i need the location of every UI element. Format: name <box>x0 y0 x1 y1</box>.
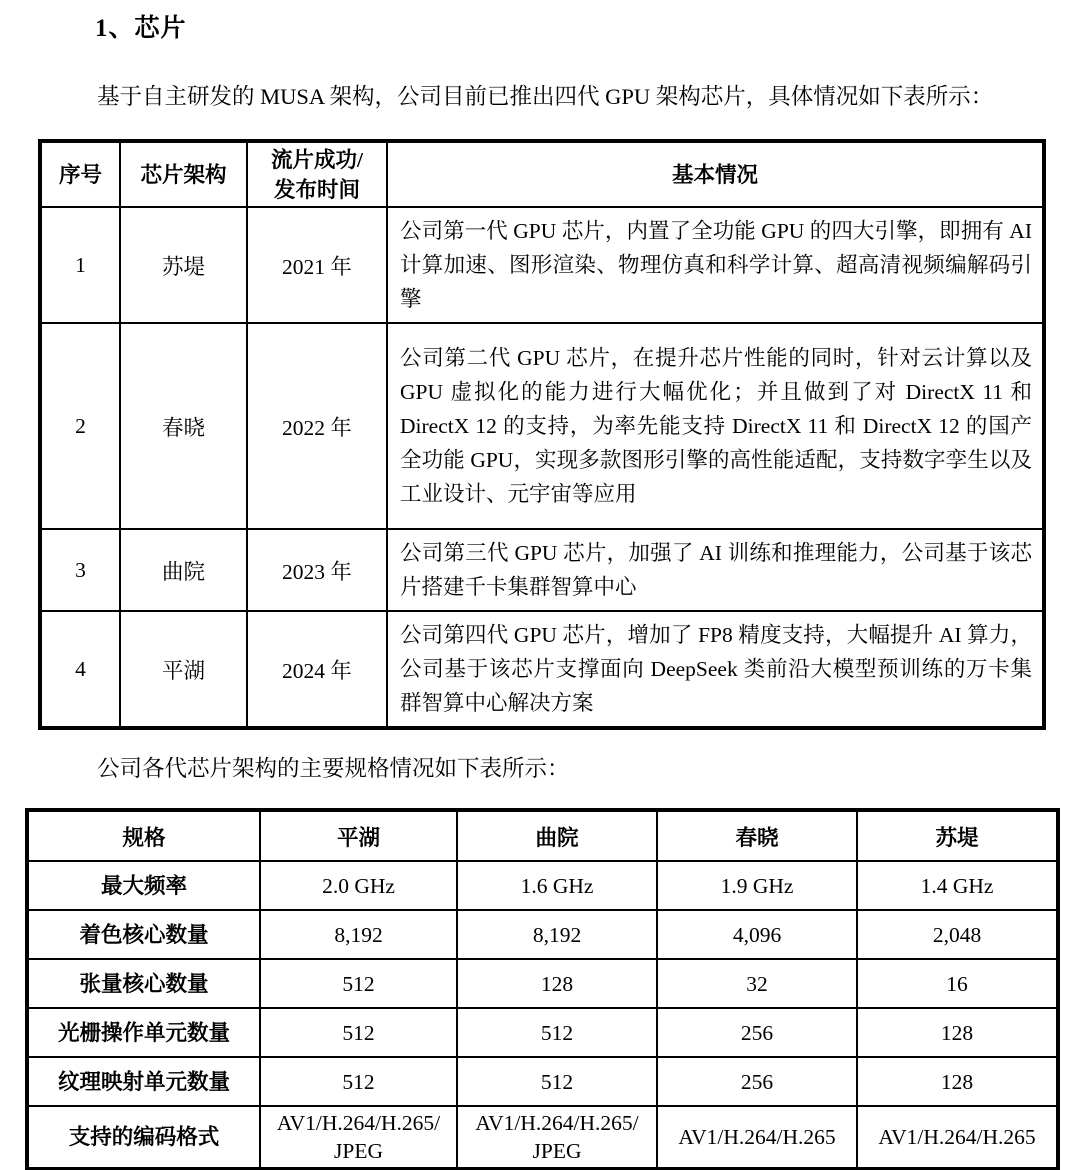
spec-value: 128 <box>857 1008 1058 1057</box>
spec-label: 最大频率 <box>27 861 260 910</box>
table-row <box>27 1008 1058 1057</box>
header-tapeout-time <box>247 141 387 207</box>
cell-time: 2023 年 <box>247 529 387 611</box>
spec-value: 16 <box>857 959 1058 1008</box>
header-tapeout-line1: 流片成功/ <box>271 147 363 172</box>
spec-intro-paragraph: 公司各代芯片架构的主要规格情况如下表所示： <box>97 756 570 781</box>
header-basic-info: 基本情况 <box>387 141 1044 207</box>
spec-value: 1.4 GHz <box>857 861 1058 910</box>
table-row <box>27 1106 1058 1169</box>
spec-value: 1.6 GHz <box>457 861 657 910</box>
spec-label: 着色核心数量 <box>27 910 260 959</box>
table-row <box>27 910 1058 959</box>
table-row <box>27 1057 1058 1106</box>
cell-no: 3 <box>40 529 120 611</box>
spec-value: 2,048 <box>857 910 1058 959</box>
header-arch: 芯片架构 <box>120 141 247 207</box>
spec-value: AV1/H.264/H.265 <box>857 1106 1058 1169</box>
header-spec: 规格 <box>27 810 260 861</box>
header-no: 序号 <box>40 141 120 207</box>
header-pinghu: 平湖 <box>260 810 457 861</box>
cell-no: 1 <box>40 207 120 323</box>
spec-value: 4,096 <box>657 910 857 959</box>
cell-no: 2 <box>40 323 120 529</box>
table-row <box>27 959 1058 1008</box>
table-row <box>40 529 1044 611</box>
intro-paragraph: 基于自主研发的 MUSA 架构，公司目前已推出四代 GPU 架构芯片，具体情况如下表所示： <box>97 84 994 109</box>
cell-arch: 曲院 <box>120 529 247 611</box>
spec-value: 512 <box>260 1008 457 1057</box>
chip-generations-table <box>38 139 1046 730</box>
spec-value: 128 <box>457 959 657 1008</box>
spec-value: AV1/H.264/H.265/JPEG <box>260 1106 457 1169</box>
spec-label: 光栅操作单元数量 <box>27 1008 260 1057</box>
spec-value: 1.9 GHz <box>657 861 857 910</box>
chip-spec-table <box>25 808 1060 1170</box>
header-chunxiao: 春晓 <box>657 810 857 861</box>
spec-value: 512 <box>457 1057 657 1106</box>
cell-no: 4 <box>40 611 120 728</box>
cell-desc: 公司第三代 GPU 芯片，加强了 AI 训练和推理能力，公司基于该芯片搭建千卡集群智算中心 <box>387 529 1044 611</box>
cell-arch: 平湖 <box>120 611 247 728</box>
header-tapeout-line2: 发布时间 <box>273 177 360 202</box>
cell-desc: 公司第四代 GPU 芯片，增加了 FP8 精度支持，大幅提升 AI 算力，公司基于该芯片支撑面向 DeepSeek 类前沿大模型预训练的万卡集群智算中心解决方案 <box>387 611 1044 728</box>
spec-value: 32 <box>657 959 857 1008</box>
spec-value: 128 <box>857 1057 1058 1106</box>
spec-label: 纹理映射单元数量 <box>27 1057 260 1106</box>
spec-value: 8,192 <box>457 910 657 959</box>
cell-arch: 苏堤 <box>120 207 247 323</box>
table-header-row <box>40 141 1044 207</box>
header-quyuan: 曲院 <box>457 810 657 861</box>
spec-label: 支持的编码格式 <box>27 1106 260 1169</box>
spec-value: 256 <box>657 1057 857 1106</box>
cell-desc: 公司第二代 GPU 芯片，在提升芯片性能的同时，针对云计算以及 GPU 虚拟化的能力进行大幅优化；并且做到了对 DirectX 11 和 DirectX 12 的支持，为率先能支持 DirectX 11 和 DirectX 12 的国产全功能 GPU，实现多款图形引擎的高性能适配，支持数字孪生以及工业设计、元宇宙等应用 <box>387 323 1044 529</box>
cell-time: 2022 年 <box>247 323 387 529</box>
cell-desc: 公司第一代 GPU 芯片，内置了全功能 GPU 的四大引擎，即拥有 AI 计算加速、图形渲染、物理仿真和科学计算、超高清视频编解码引擎 <box>387 207 1044 323</box>
spec-value: AV1/H.264/H.265/JPEG <box>457 1106 657 1169</box>
cell-time: 2021 年 <box>247 207 387 323</box>
spec-value: 512 <box>260 1057 457 1106</box>
table-row <box>27 861 1058 910</box>
spec-value: 256 <box>657 1008 857 1057</box>
cell-time: 2024 年 <box>247 611 387 728</box>
table-row <box>40 207 1044 323</box>
spec-label: 张量核心数量 <box>27 959 260 1008</box>
table-header-row <box>27 810 1058 861</box>
spec-value: AV1/H.264/H.265 <box>657 1106 857 1169</box>
section-heading: 1、芯片 <box>95 15 187 42</box>
table-row <box>40 611 1044 728</box>
spec-value: 2.0 GHz <box>260 861 457 910</box>
header-sudi: 苏堤 <box>857 810 1058 861</box>
spec-value: 8,192 <box>260 910 457 959</box>
cell-arch: 春晓 <box>120 323 247 529</box>
spec-value: 512 <box>260 959 457 1008</box>
spec-value: 512 <box>457 1008 657 1057</box>
table-row <box>40 323 1044 529</box>
